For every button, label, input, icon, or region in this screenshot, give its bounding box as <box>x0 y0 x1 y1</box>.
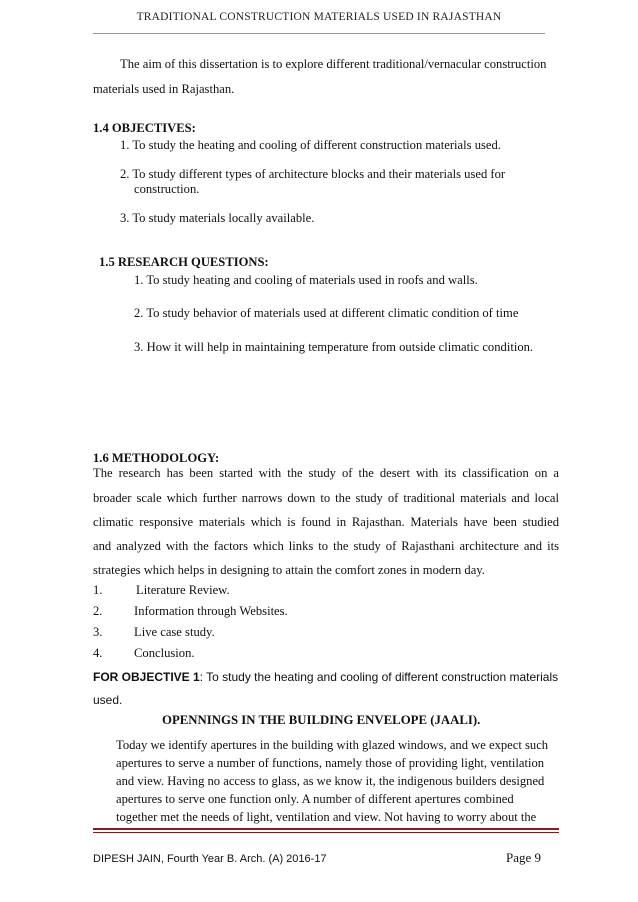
page-number: Page 9 <box>506 850 542 865</box>
method-list-num-1: 1. <box>93 583 103 597</box>
objectives-heading: 1.4 OBJECTIVES: <box>93 121 196 135</box>
methodology-line-5: strategies which helps in designing to attain the comfort zones in modern day. <box>93 563 485 577</box>
openings-line-1: Today we identify apertures in the building with glazed windows, and we expect such <box>116 738 549 752</box>
running-header: TRADITIONAL CONSTRUCTION MATERIALS USED IN RAJASTHAN <box>136 11 502 23</box>
objective1-label: FOR OBJECTIVE 1 <box>93 670 200 684</box>
openings-line-5: together met the needs of light, ventilation and view. Not having to worry about the <box>116 810 537 824</box>
methodology-heading: 1.6 METHODOLOGY: <box>93 451 220 465</box>
method-list-item-3: Live case study. <box>134 625 215 639</box>
footer-rule-thick <box>93 828 559 830</box>
method-list-num-3: 3. <box>93 625 103 639</box>
objective-item-2-cont: construction. <box>134 182 200 196</box>
objective-item-3: 3. To study materials locally available. <box>120 211 315 225</box>
research-item-2: 2. To study behavior of materials used at different climatic condition of time <box>134 306 519 320</box>
methodology-line-3: climatic responsive materials which is found in Rajasthan. Materials have been studied <box>93 515 559 529</box>
footer-rule-thin <box>93 832 559 833</box>
methodology-line-2: broader scale which further narrows down to the study of traditional materials and local <box>93 491 559 505</box>
intro-line-2: materials used in Rajasthan. <box>93 82 235 96</box>
method-list-item-2: Information through Websites. <box>134 604 288 618</box>
header-rule <box>93 33 545 34</box>
research-item-1: 1. To study heating and cooling of materials used in roofs and walls. <box>134 273 478 287</box>
openings-line-3: and view. Having no access to glass, as we know it, the indigenous builders designed <box>116 774 545 788</box>
research-item-3: 3. How it will help in maintaining temperature from outside climatic condition. <box>134 340 534 354</box>
method-list-num-2: 2. <box>93 604 103 618</box>
methodology-line-1: The research has been started with the study of the desert with its classification on a <box>93 466 559 480</box>
objective-item-1: 1. To study the heating and cooling of different construction materials used. <box>120 138 501 152</box>
objective-item-2: 2. To study different types of architecture blocks and their materials used for <box>120 167 506 181</box>
objective1-text: : To study the heating and cooling of different construction materials <box>199 670 559 684</box>
openings-line-4: apertures to serve one function only. A number of different apertures combined <box>116 792 514 806</box>
footer-author: DIPESH JAIN, Fourth Year B. Arch. (A) 2016-17 <box>93 853 327 865</box>
method-list-num-4: 4. <box>93 646 103 660</box>
intro-line-1: The aim of this dissertation is to explore different traditional/vernacular construction <box>120 57 547 71</box>
method-list-item-4: Conclusion. <box>134 646 195 660</box>
methodology-line-4: and analyzed with the factors which links to the study of Rajasthani architecture and its <box>93 539 559 553</box>
method-list-item-1: Literature Review. <box>136 583 230 597</box>
research-heading: 1.5 RESEARCH QUESTIONS: <box>99 255 269 269</box>
openings-heading: OPENNINGS IN THE BUILDING ENVELOPE (JAALI). <box>162 713 481 727</box>
objective1-text-cont: used. <box>93 693 123 707</box>
objective1-line <box>93 670 558 684</box>
openings-line-2: apertures to serve a number of functions, namely those of providing light, ventilation <box>116 756 545 770</box>
